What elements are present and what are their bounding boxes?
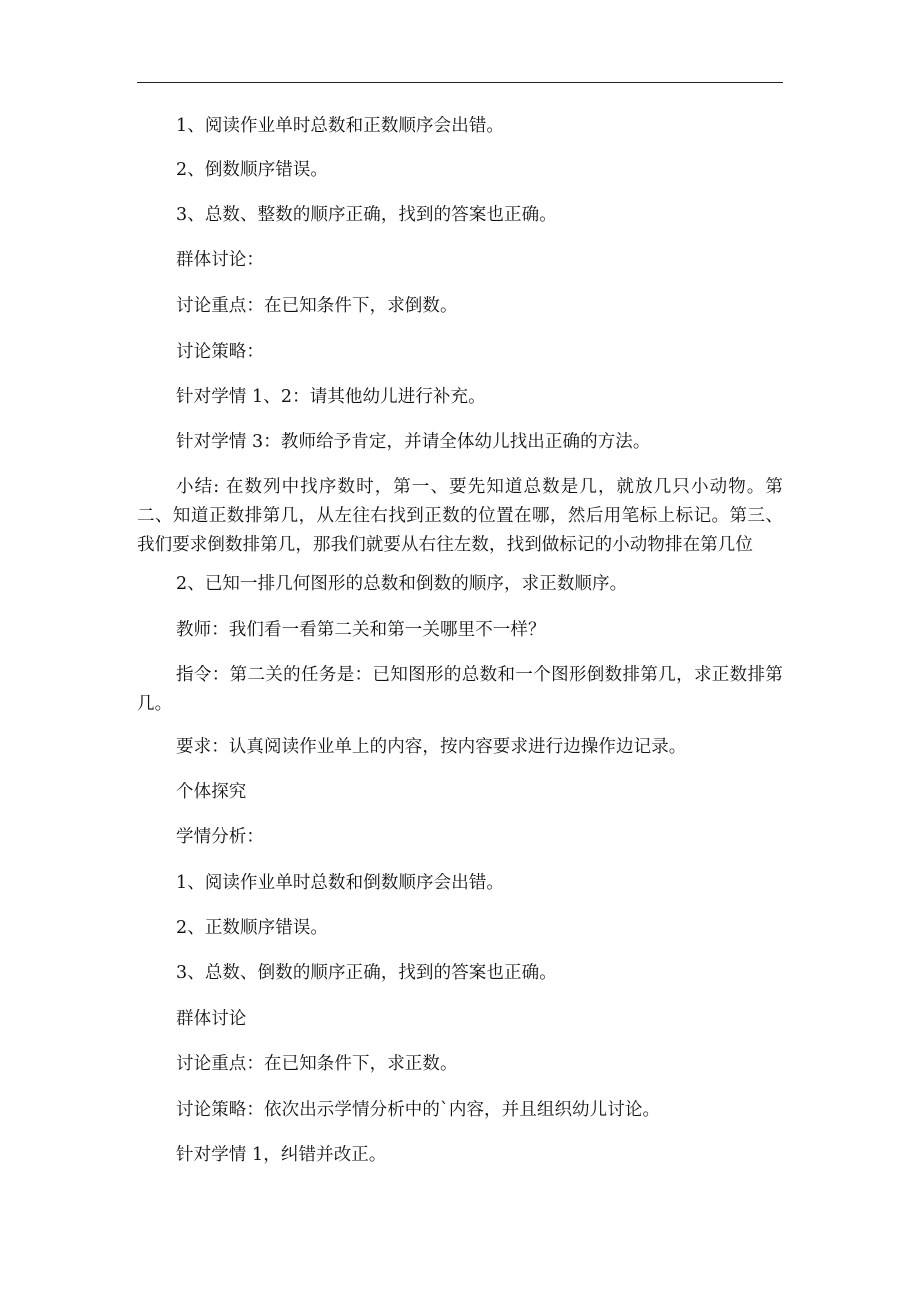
paragraph: 1、阅读作业单时总数和正数顺序会出错。 xyxy=(176,116,505,136)
paragraph: 群体讨论： xyxy=(176,250,264,270)
paragraph: 学情分析： xyxy=(176,827,264,847)
paragraph: 指令：第二关的任务是：已知图形的总数和一个图形倒数排第几，求正数排第几。 xyxy=(137,665,783,714)
paragraph: 讨论策略：依次出示学情分析中的`内容，并且组织幼儿讨论。 xyxy=(176,1100,661,1120)
paragraph: 要求：认真阅读作业单上的内容，按内容要求进行边操作边记录。 xyxy=(176,737,687,757)
paragraph: 3、总数、倒数的顺序正确，找到的答案也正确。 xyxy=(176,963,557,983)
paragraph: 2、倒数顺序错误。 xyxy=(176,160,329,180)
paragraph: 针对学情 1、2：请其他幼儿进行补充。 xyxy=(176,387,486,407)
paragraph: 2、正数顺序错误。 xyxy=(176,918,329,938)
paragraph: 讨论重点：在已知条件下，求倒数。 xyxy=(176,296,458,316)
paragraph: 个体探究 xyxy=(176,782,247,802)
paragraph: 1、阅读作业单时总数和倒数顺序会出错。 xyxy=(176,873,505,893)
paragraph: 群体讨论 xyxy=(176,1009,247,1029)
paragraph: 小结: 在数列中找序数时，第一、要先知道总数是几，就放几只小动物。第二、知道正数排第几，从左往右找到正数的位置在哪，然后用笔标上标记。第三、我们要求倒数排第几，那我们就要从右往左数，找到做标记的小动物排在第几位 xyxy=(137,477,783,555)
paragraph: 针对学情 1，纠错并改正。 xyxy=(176,1145,387,1165)
header-rule xyxy=(137,82,783,83)
paragraph: 针对学情 3：教师给予肯定，并请全体幼儿找出正确的方法。 xyxy=(176,432,651,452)
paragraph: 讨论重点：在已知条件下，求正数。 xyxy=(176,1054,458,1074)
paragraph: 讨论策略： xyxy=(176,342,264,362)
paragraph: 3、总数、整数的顺序正确，找到的答案也正确。 xyxy=(176,205,557,225)
paragraph: 教师：我们看一看第二关和第一关哪里不一样？ xyxy=(176,620,546,640)
paragraph: 2、已知一排几何图形的总数和倒数的顺序，求正数顺序。 xyxy=(176,574,628,594)
